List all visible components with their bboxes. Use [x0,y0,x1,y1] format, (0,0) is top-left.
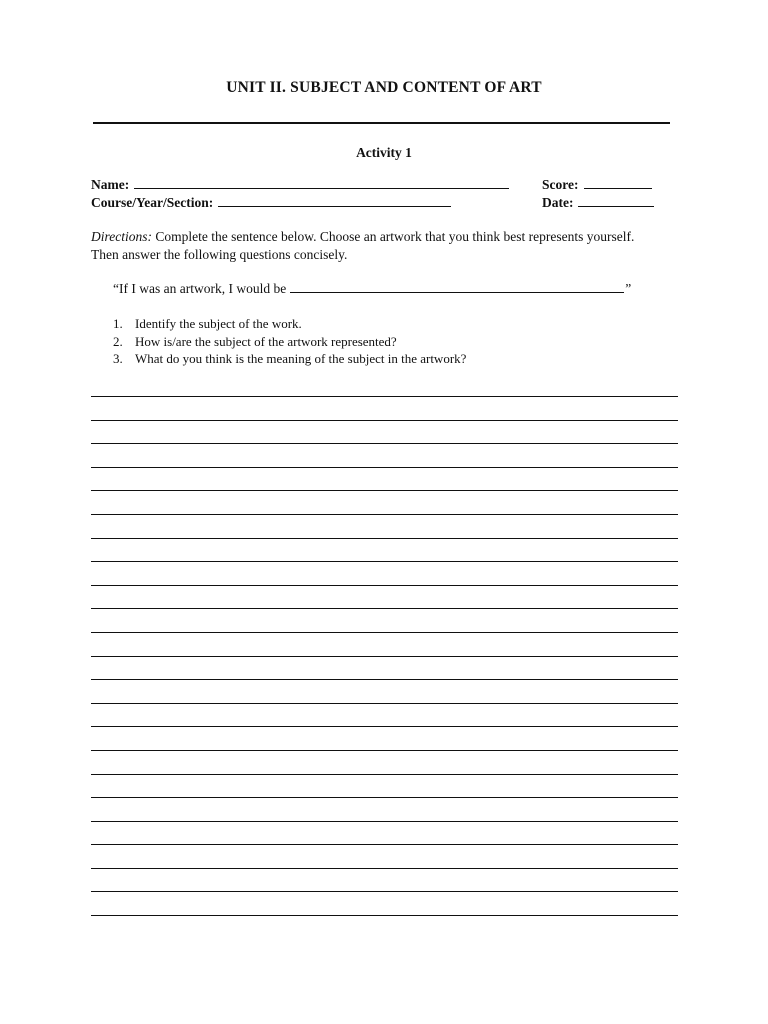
directions-text: Complete the sentence below. Choose an artwork that you think best represents yourself. Then answer the following questions concisely. [91,229,635,262]
name-field[interactable] [134,177,509,189]
answer-line[interactable] [91,797,678,798]
date-field[interactable] [578,195,654,207]
directions-lead: Directions: [91,229,152,244]
name-row [91,177,509,193]
course-row [91,195,451,211]
date-row [542,195,654,211]
answer-line[interactable] [91,561,678,562]
question-text: What do you think is the meaning of the subject in the artwork? [135,351,467,366]
page-title: UNIT II. SUBJECT AND CONTENT OF ART [226,79,542,96]
sentence-prompt [113,281,631,297]
answer-line[interactable] [91,915,678,916]
answer-line[interactable] [91,703,678,704]
question-text: How is/are the subject of the artwork represented? [135,333,397,349]
question-list [113,315,466,368]
answer-line[interactable] [91,608,678,609]
answer-line[interactable] [91,868,678,869]
prompt-open: “If I was an artwork, I would be [113,281,287,296]
question-text: Identify the subject of the work. [135,316,302,331]
list-item [113,333,466,351]
title-divider [93,122,670,124]
answer-line[interactable] [91,774,678,775]
score-label: Score: [542,177,579,192]
answer-line[interactable] [91,585,678,586]
question-number: 3. [113,351,123,366]
question-number: 2. [113,333,123,349]
answer-line[interactable] [91,396,678,397]
course-label: Course/Year/Section: [91,195,214,210]
answer-line[interactable] [91,490,678,491]
course-field[interactable] [218,195,451,207]
answer-lines[interactable] [91,396,678,939]
answer-line[interactable] [91,443,678,444]
list-item [113,315,466,333]
question-number: 1. [113,316,123,331]
answer-line[interactable] [91,514,678,515]
answer-line[interactable] [91,420,678,421]
answer-line[interactable] [91,467,678,468]
prompt-close: ” [625,281,632,296]
answer-line[interactable] [91,632,678,633]
answer-line[interactable] [91,679,678,680]
score-row [542,177,652,193]
answer-line[interactable] [91,821,678,822]
activity-heading: Activity 1 [356,145,412,160]
answer-line[interactable] [91,844,678,845]
name-label: Name: [91,177,130,192]
answer-line[interactable] [91,750,678,751]
artwork-answer-field[interactable] [290,281,624,293]
score-field[interactable] [584,177,652,189]
date-label: Date: [542,195,574,210]
list-item [113,350,466,368]
answer-line[interactable] [91,891,678,892]
directions-paragraph [91,228,651,263]
answer-line[interactable] [91,726,678,727]
answer-line[interactable] [91,538,678,539]
answer-line[interactable] [91,656,678,657]
